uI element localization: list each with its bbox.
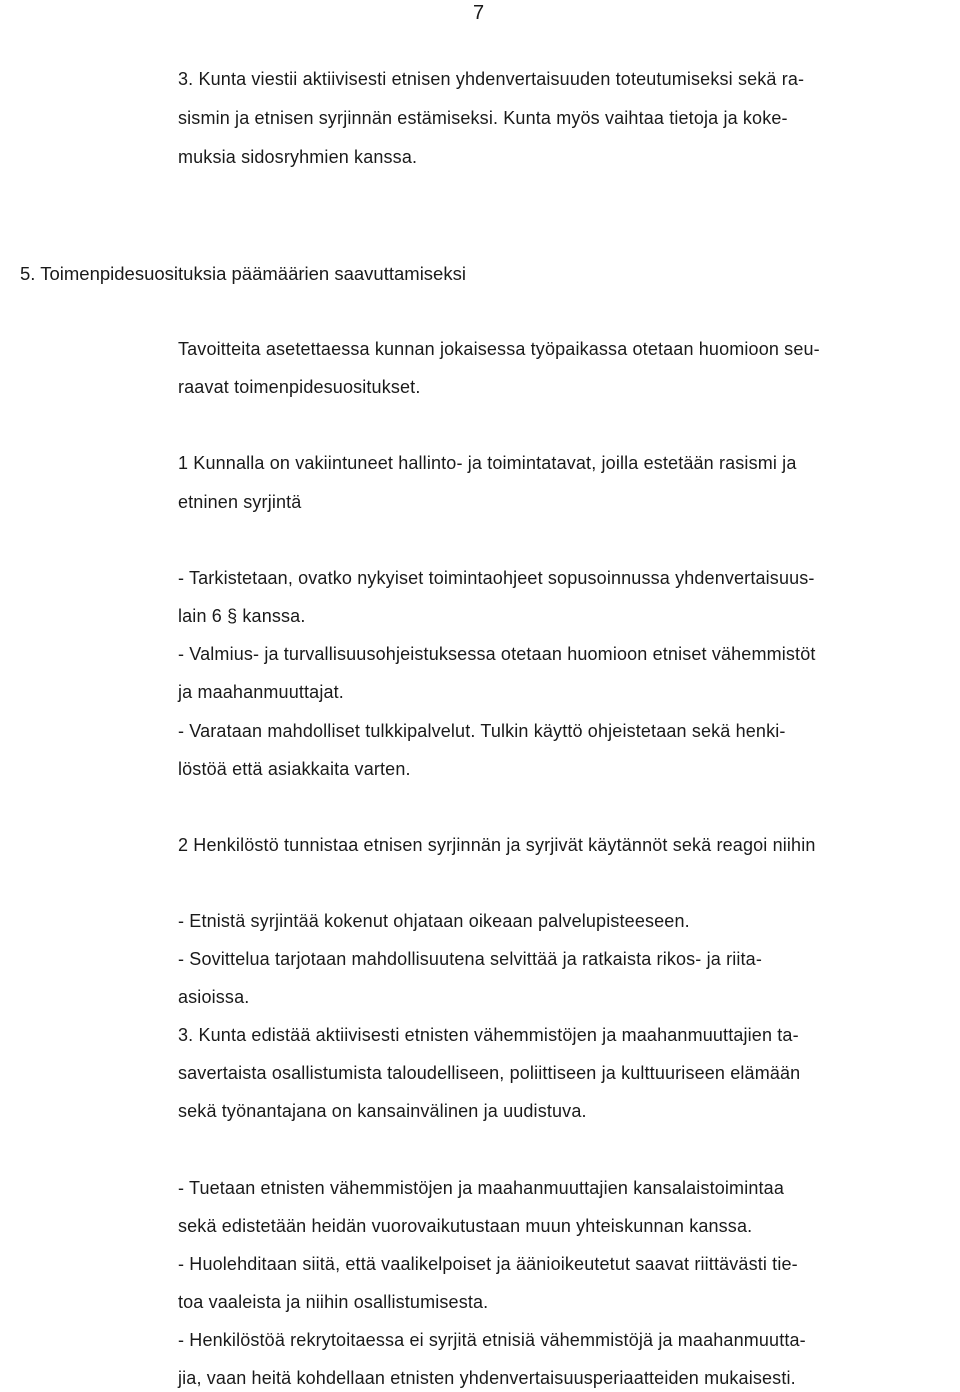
body-line: asioissa. [178,987,250,1007]
body-line: 1 Kunnalla on vakiintuneet hallinto- ja toimintatavat, joilla estetään rasismi ja [178,453,797,473]
body-line: 3. Kunta viestii aktiivisesti etnisen yhdenvertaisuuden toteutumiseksi sekä ra- [178,69,805,89]
body-line: savertaista osallistumista taloudelliseen, poliittiseen ja kulttuuriseen elämään [178,1063,801,1083]
body-line: - Sovittelua tarjotaan mahdollisuutena selvittää ja ratkaista rikos- ja riita- [178,949,762,969]
body-line: - Huolehditaan siitä, että vaalikelpoiset ja äänioikeutetut saavat riittävästi tie- [178,1254,798,1274]
body-line: lain 6 § kanssa. [178,606,306,626]
body-line: sekä edistetään heidän vuorovaikutustaan muun yhteiskunnan kanssa. [178,1216,753,1236]
page-number: 7 [473,2,485,24]
body-line: Tavoitteita asetettaessa kunnan jokaisessa työpaikassa otetaan huomioon seu- [178,339,820,359]
body-line: sekä työnantajana on kansainvälinen ja uudistuva. [178,1101,587,1121]
body-line: etninen syrjintä [178,492,302,512]
body-line: 2 Henkilöstö tunnistaa etnisen syrjinnän ja syrjivät käytännöt sekä reagoi niihin [178,835,816,855]
body-line: - Valmius- ja turvallisuusohjeistuksessa otetaan huomioon etniset vähemmistöt [178,644,816,664]
body-line: ja maahanmuuttajat. [178,682,344,702]
body-line: - Tuetaan etnisten vähemmistöjen ja maahanmuuttajien kansalaistoimintaa [178,1178,784,1198]
body-line: muksia sidosryhmien kanssa. [178,147,418,167]
body-line: jia, vaan heitä kohdellaan etnisten yhdenvertaisuusperiaatteiden mukaisesti. [178,1368,796,1388]
body-line: toa vaaleista ja niihin osallistumisesta. [178,1292,489,1312]
body-line: - Tarkistetaan, ovatko nykyiset toimintaohjeet sopusoinnussa yhdenvertaisuus- [178,568,815,588]
body-line: - Etnistä syrjintää kokenut ohjataan oikeaan palvelupisteeseen. [178,911,690,931]
section-heading: 5. Toimenpidesuosituksia päämäärien saavuttamiseksi [20,263,466,284]
body-line: 3. Kunta edistää aktiivisesti etnisten vähemmistöjen ja maahanmuuttajien ta- [178,1025,799,1045]
body-line: - Varataan mahdolliset tulkkipalvelut. Tulkin käyttö ohjeistetaan sekä henki- [178,721,786,741]
body-line: sismin ja etnisen syrjinnän estämiseksi. Kunta myös vaihtaa tietoja ja koke- [178,108,788,128]
body-line: - Henkilöstöä rekrytoitaessa ei syrjitä etnisiä vähemmistöjä ja maahanmuutta- [178,1330,806,1350]
body-line: löstöä että asiakkaita varten. [178,759,411,779]
body-line: raavat toimenpidesuositukset. [178,377,421,397]
